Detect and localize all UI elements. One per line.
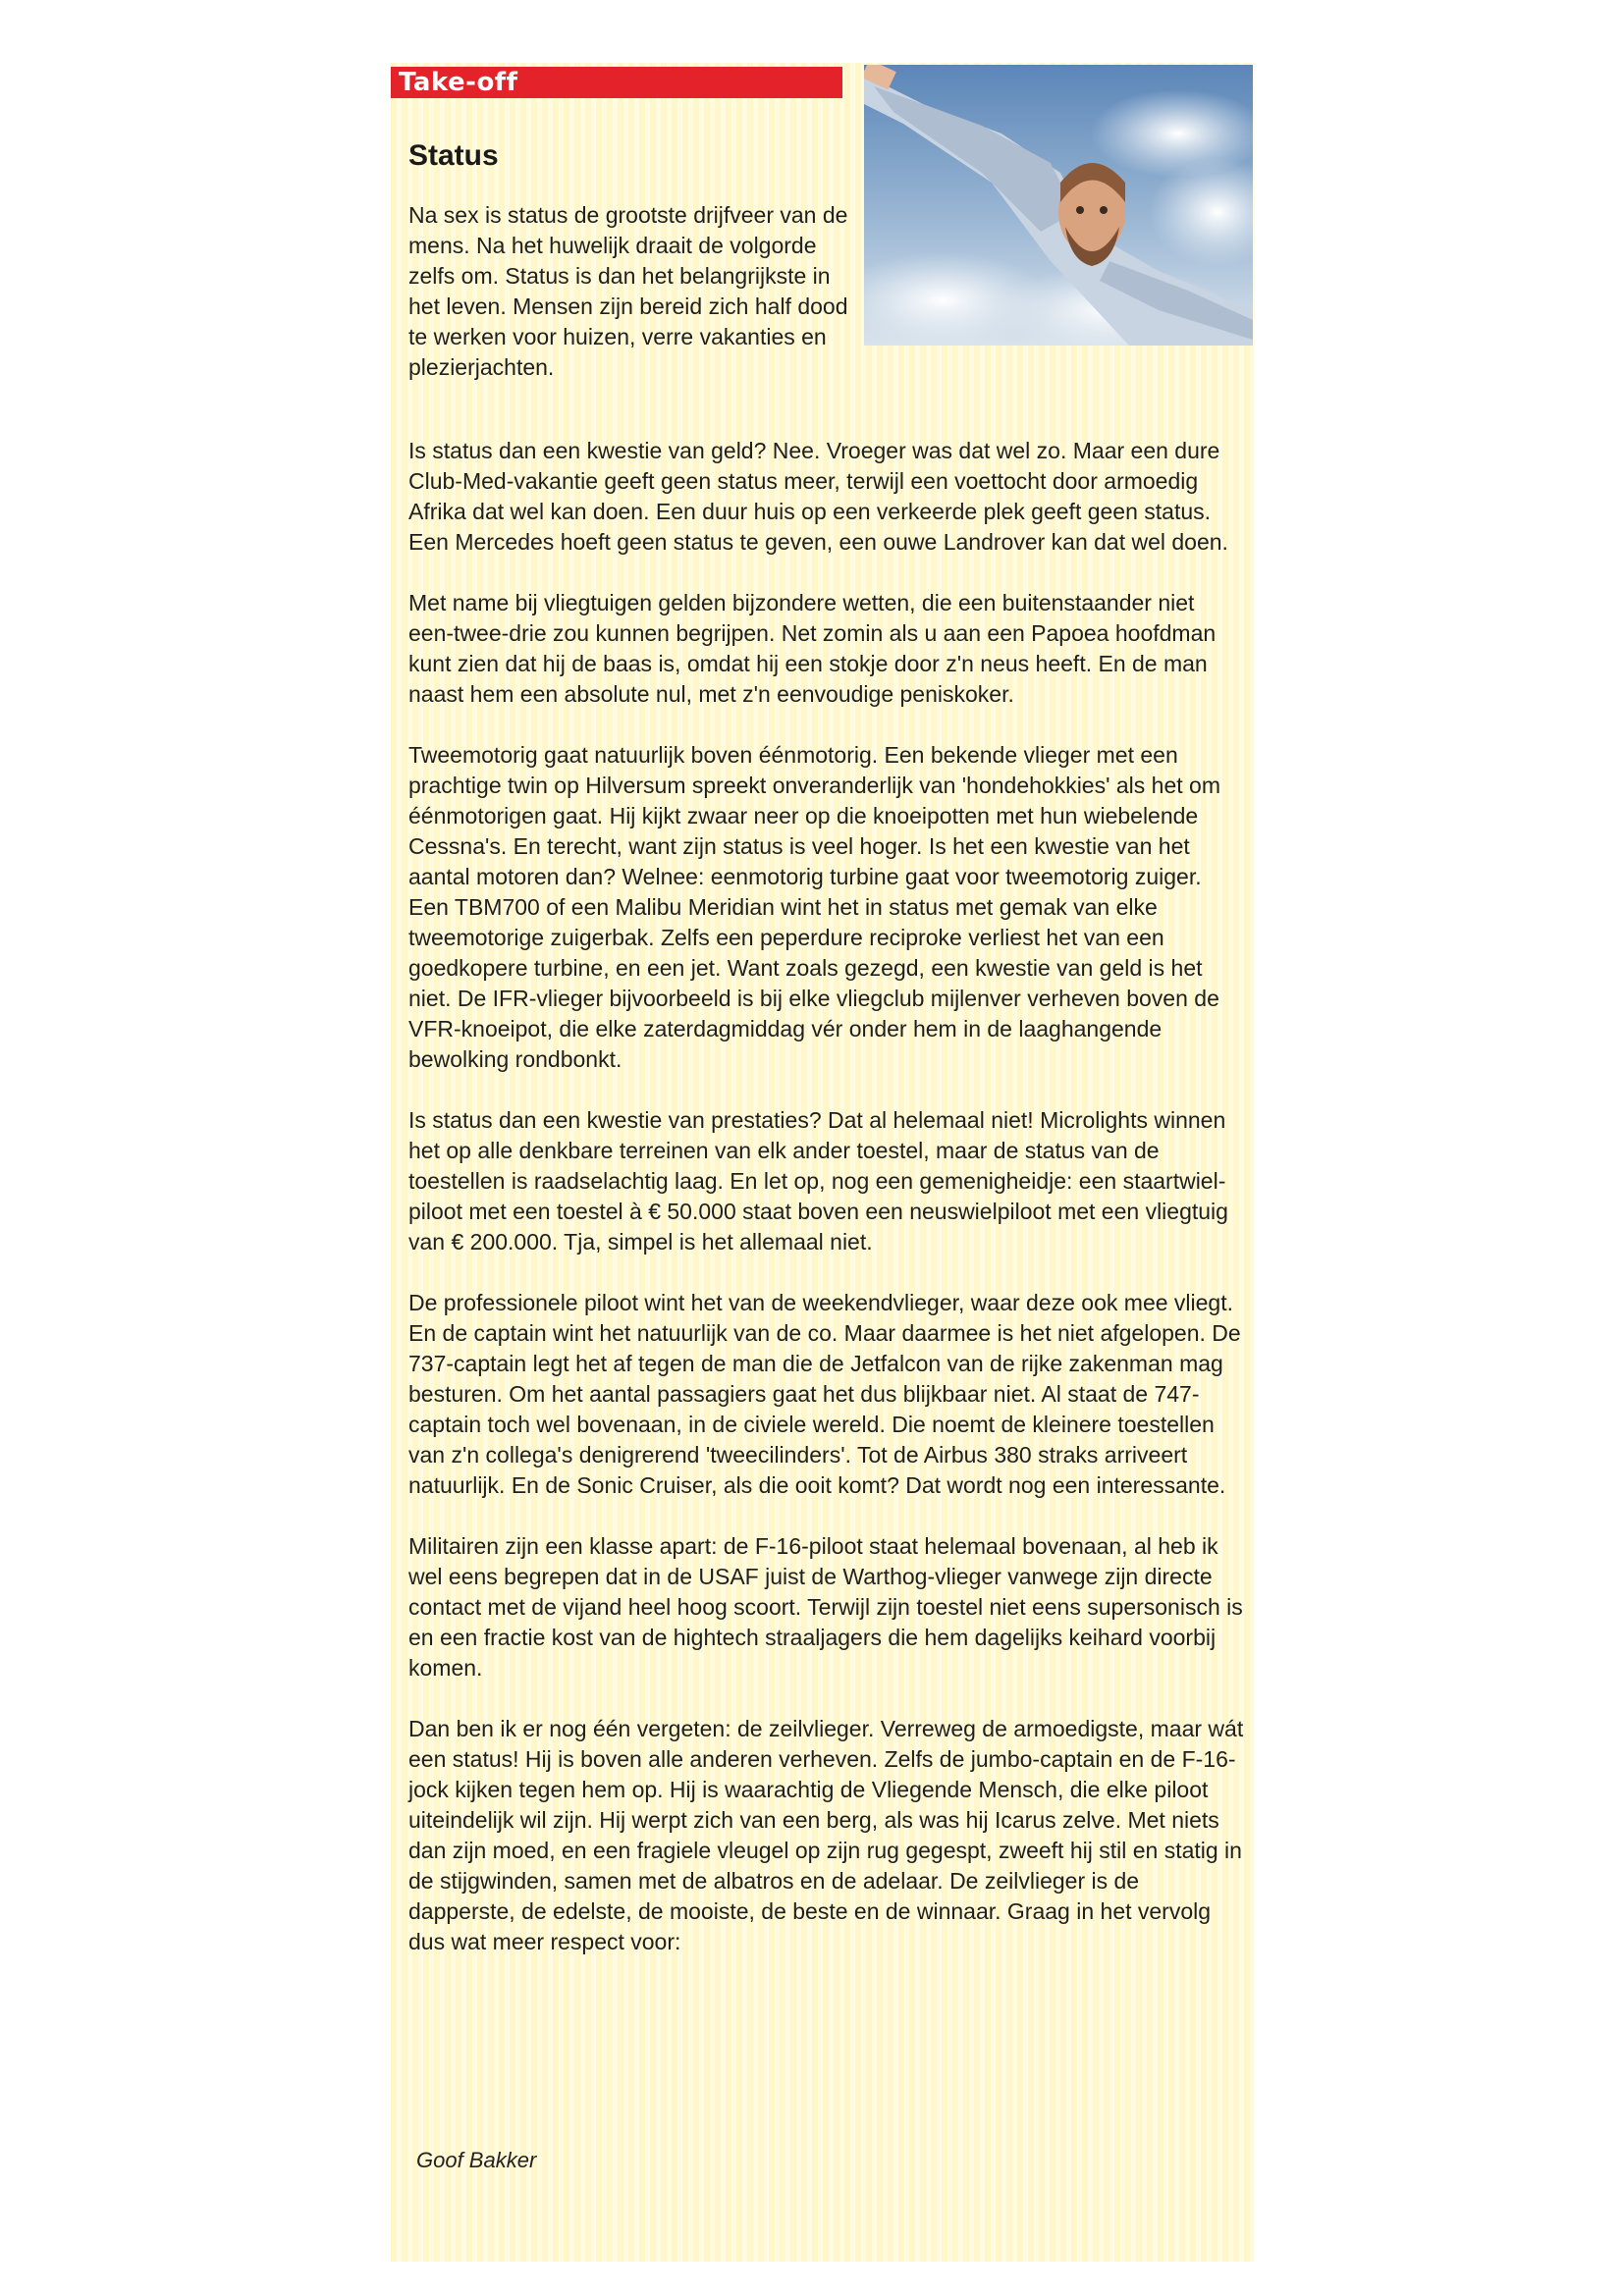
author-signature: Goof Bakker — [416, 2148, 537, 2172]
article-body — [408, 436, 1245, 1988]
body-paragraph: Is status dan een kwestie van prestaties? Dat al helemaal niet! Microlights winnen het op alle denkbare terreinen van elk ander toestel, maar de status van de toestellen is raadselachtig laag. En let op, nog een gemenigheidje: een staartwiel-piloot met een toestel à € 50.000 staat boven een neuswielpiloot met een vliegtuig van € 200.000. Tja, simpel is het allemaal niet. — [408, 1107, 1228, 1255]
man-flying-photo — [864, 65, 1253, 346]
body-paragraph: Tweemotorig gaat natuurlijk boven éénmotorig. Een bekende vlieger met een prachtige twin op Hilversum spreekt onveranderlijk van 'hondehokkies' als het om éénmotorigen gaat. Hij kijkt zwaar neer op die knoeipotten met hun wiebelende Cessna's. En terecht, want zijn status is veel hoger. Is het een kwestie van het aantal motoren dan? Welnee: eenmotorig turbine gaat voor tweemotorig zuiger. Een TBM700 of een Malibu Meridian wint het in status met gemak van elke tweemotorige zuigerbak. Zelfs een peperdure reciproke verliest het van een goedkopere turbine, en een jet. Want zoals gezegd, een kwestie van geld is het niet. De IFR-vlieger bijvoorbeeld is bij elke vliegclub mijlenver verheven boven de VFR-knoeipot, die elke zaterdagmiddag vér onder hem in de laaghangende bewolking rondbonkt. — [408, 742, 1220, 1072]
body-paragraph: Dan ben ik er nog één vergeten: de zeilvlieger. Verreweg de armoedigste, maar wát een status! Hij is boven alle anderen verheven. Zelfs de jumbo-captain en de F-16-jock kijken tegen hem op. Hij is waarachtig de Vliegende Mensch, die elke piloot uiteindelijk wil zijn. Hij werpt zich van een berg, als was hij Icarus zelve. Met niets dan zijn moed, en een fragiele vleugel op zijn rug gegespt, zweeft hij stil en statig in de stijgwinden, samen met de albatros en de adelaar. De zeilvlieger is de dapperste, de edelste, de mooiste, de beste en de winnaar. Graag in het vervolg dus wat meer respect voor: — [408, 1716, 1244, 1954]
article-title: Status — [408, 139, 499, 172]
body-paragraph: De professionele piloot wint het van de weekendvlieger, waar deze ook mee vliegt. En de captain wint het natuurlijk van de co. Maar daarmee is het niet afgelopen. De 737-captain legt het af tegen de man die de Jetfalcon van de rijke zakenman mag besturen. Om het aantal passagiers gaat het dus blijkbaar niet. Al staat de 747-captain toch wel bovenaan, in de civiele wereld. Die noemt de kleinere toestellen van z'n collega's denigrerend 'tweecilinders'. Tot de Airbus 380 straks arriveert natuurlijk. En de Sonic Cruiser, als die ooit komt? Dat wordt nog een interessante. — [408, 1290, 1241, 1498]
body-paragraph: Militairen zijn een klasse apart: de F-16-piloot staat helemaal bovenaan, al heb ik wel eens begrepen dat in de USAF juist de Warthog-vlieger vanwege zijn directe contact met de vijand heel hoog scoort. Terwijl zijn toestel niet eens supersonisch is en een fractie kost van de hightech straaljagers die hem dagelijks keihard voorbij komen. — [408, 1533, 1243, 1681]
body-paragraph: Is status dan een kwestie van geld? Nee. Vroeger was dat wel zo. Maar een dure Club-Med-vakantie geeft geen status meer, terwijl een voettocht door armoedig Afrika dat wel kan doen. Een duur huis op een verkeerde plek geeft geen status. Een Mercedes hoeft geen status te geven, een ouwe Landrover kan dat wel doen. — [408, 438, 1228, 555]
intro-paragraph: Na sex is status de grootste drijfveer van de mens. Na het huwelijk draait de volgorde zelfs om. Status is dan het belangrijkste in het leven. Mensen zijn bereid zich half dood te werken voor huizen, verre vakanties en plezierjachten. — [408, 202, 848, 380]
article-page — [391, 63, 1255, 2262]
section-label: Take-off — [391, 67, 842, 98]
body-paragraph: Met name bij vliegtuigen gelden bijzondere wetten, die een buitenstaander niet een-twee-drie zou kunnen begrijpen. Net zomin als u aan een Papoea hoofdman kunt zien dat hij de baas is, omdat hij een stokje door z'n neus heeft. En de man naast hem een absolute nul, met z'n eenvoudige peniskoker. — [408, 590, 1217, 707]
